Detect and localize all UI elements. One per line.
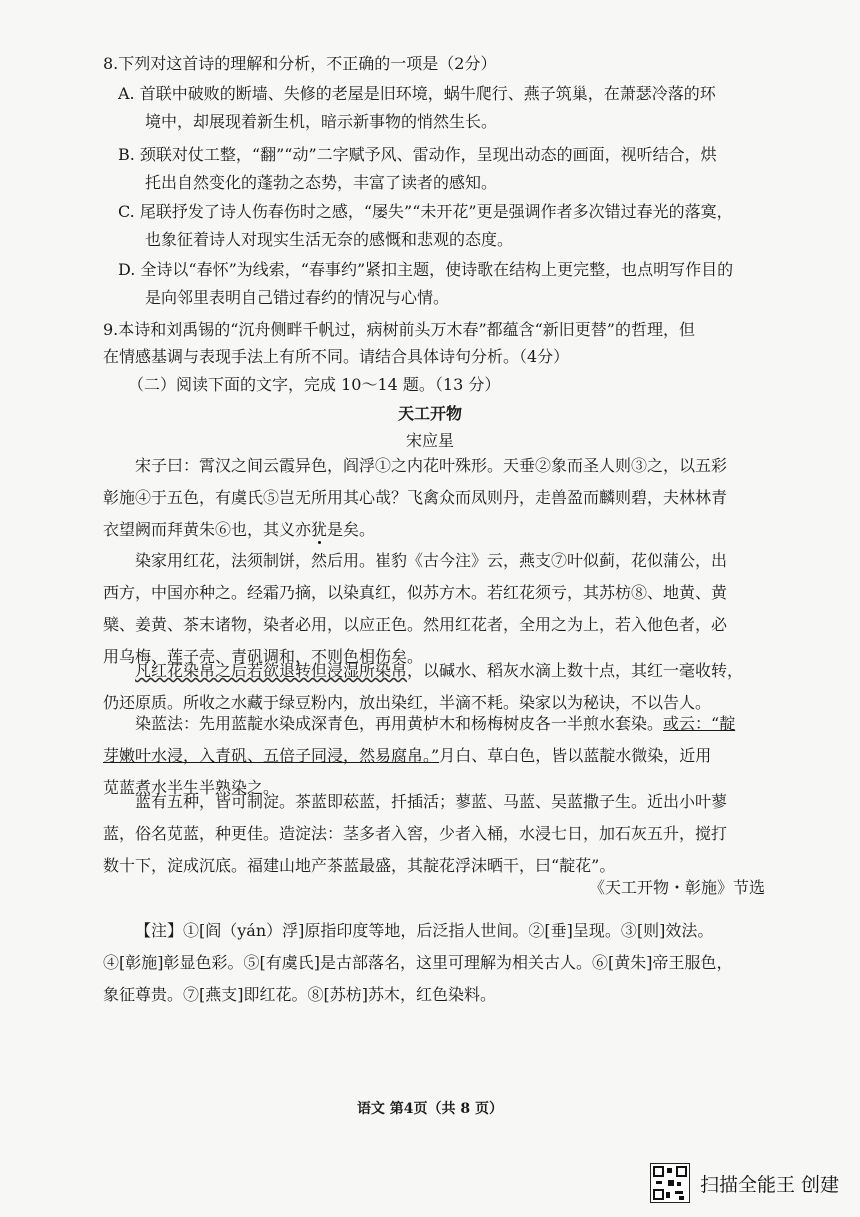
- paragraph-1: [103, 450, 791, 546]
- p4-underlined-a: 或云：“靛: [663, 714, 736, 733]
- question-8-stem: 8.下列对这首诗的理解和分析，不正确的一项是（2分）: [103, 54, 497, 73]
- p3-line2: 仍还原质。所收之水藏于绿豆粉内，放出染红，半滴不耗。染家以为秘诀，不以告人。: [103, 693, 712, 712]
- p1-line3-b: 是矣。: [327, 520, 376, 539]
- paragraph-2: [103, 545, 791, 673]
- p3-line1-rest: ，以碱水、稻灰水滴上数十点，其红一毫收转，: [407, 661, 744, 680]
- option-b-line2: 托出自然变化的蓬勃之态势，丰富了读者的感知。: [145, 173, 498, 192]
- p4-line1: [103, 708, 791, 740]
- p1-line1: 宋子曰：霄汉之间云霞异色，阎浮①之内花叶殊形。天垂②象而圣人则③之，以五彩: [135, 456, 728, 475]
- p4-line2: [103, 740, 791, 772]
- notes: [103, 915, 791, 1011]
- p3-line1: [103, 655, 791, 687]
- option-d-line1: D. 全诗以“春怀”为线索，“春事约”紧扣主题，使诗歌在结构上更完整，也点明写作目的: [118, 260, 734, 279]
- p2-line2: 西方，中国亦种之。经霜乃摘，以染真红，似苏方木。若红花须亏，其苏枋⑧、地黄、黄: [103, 583, 728, 602]
- p2-line3: 檗、姜黄、茶末诸物，染者必用，以应正色。然用红花者，全用之为上，若入他色者，必: [103, 615, 728, 634]
- article-title: 天工开物: [397, 404, 462, 423]
- p5-line2: 蓝，俗名苋蓝，种更佳。造淀法：茎多者入窖，少者入桶，水浸七日，加石灰五升，搅打: [103, 824, 728, 843]
- notes-line1: 【注】①[阎（yán）浮]原指印度等地，后泛指人世间。②[垂]呈现。③[则]效法。: [135, 921, 714, 940]
- qr-code-icon: [650, 1163, 690, 1203]
- option-c: [118, 200, 793, 252]
- p1-line3-a: 衣望阙而拜黄朱⑥也，其义亦: [103, 520, 312, 539]
- camscanner-label: 扫描全能王 创建: [700, 1173, 840, 1196]
- page-footer: 语文 第4页（共 8 页）: [356, 1101, 504, 1117]
- question-9-line1: 9.本诗和刘禹锡的“沉舟侧畔千帆过，病树前头万木春”都蕴含“新旧更替”的哲理，但: [103, 320, 695, 339]
- option-d-line2: 是向邻里表明自己错过春约的情况与心情。: [145, 288, 450, 307]
- option-b: [118, 143, 793, 195]
- paragraph-5: [103, 786, 791, 882]
- article-author: 宋应星: [405, 431, 454, 450]
- p5-line3: 数十下，淀成沉底。福建山地产茶蓝最盛，其靛花浮沫晒干，曰“靛花”。: [103, 856, 616, 875]
- p4-line2-rest: 月白、草白色，皆以蓝靛水微染，近用: [439, 746, 712, 765]
- option-b-line1: B. 颈联对仗工整，“翻”“动”二字赋予风、雷动作，呈现出动态的画面，视听结合，烘: [118, 145, 717, 164]
- p2-line1: 染家用红花，法须制饼，然后用。崔豹《古今注》云，燕支⑦叶似蓟，花似蒲公，出: [135, 551, 728, 570]
- option-c-line2: 也象征着诗人对现实生活无奈的感慨和悲观的态度。: [145, 230, 514, 249]
- dotted-char: 犹: [311, 520, 328, 539]
- question-9: [103, 318, 793, 369]
- p3-wavy-sentence: 凡红花染帛之后若欲退转但浸湿所染帛: [135, 661, 408, 680]
- section-heading: （二）阅读下面的文字，完成 10～14 题。（13 分）: [128, 375, 501, 394]
- option-a-line1: A. 首联中破败的断墙、失修的老屋是旧环境，蜗牛爬行、燕子筑巢，在萧瑟冷落的环: [118, 84, 716, 103]
- p2-line4: 用乌梅、莲子壳、青矾调和，不则色相伤矣。: [103, 647, 424, 666]
- p5-line1: 蓝有五种，皆可制淀。茶蓝即菘蓝，扦插活；蓼蓝、马蓝、吴蓝撒子生。近出小叶蓼: [135, 792, 728, 811]
- article-source: 《天工开物・彰施》节选: [588, 878, 765, 897]
- option-d: [118, 258, 793, 310]
- option-c-line1: C. 尾联抒发了诗人伤春伤时之感，“屡失”“未开花”更是强调作者多次错过春光的落寞，: [118, 202, 733, 221]
- p4-line1-a: 染蓝法：先用蓝靛水染成深青色，再用黄栌木和杨梅树皮各一半煎水套染。: [135, 714, 664, 733]
- notes-line2: ④[彰施]彰显色彩。⑤[有虞氏]是古部落名，这里可理解为相关古人。⑥[黄朱]帝王服色，: [103, 953, 733, 972]
- option-a-line2: 境中，却展现着新生机，暗示新事物的悄然生长。: [145, 112, 498, 131]
- camscanner-badge: [650, 1163, 839, 1203]
- option-a: [118, 82, 793, 134]
- p1-line3: [103, 514, 791, 546]
- notes-line3: 象征尊贵。⑦[燕支]即红花。⑧[苏枋]苏木，红色染料。: [103, 985, 496, 1004]
- question-9-line2: 在情感基调与表现手法上有所不同。请结合具体诗句分析。（4分）: [103, 347, 570, 366]
- p4-underlined-b: 芽嫩叶水浸，入青矾、五倍子同浸，然易腐帛。”: [103, 746, 440, 765]
- p4-line3: 苋蓝煮水半生半熟染之。: [103, 778, 280, 797]
- p1-line2: 彰施④于五色，有虞氏⑤岂无所用其心哉？飞禽众而凤则丹，走兽盈而麟则碧，夫林林青: [103, 488, 728, 507]
